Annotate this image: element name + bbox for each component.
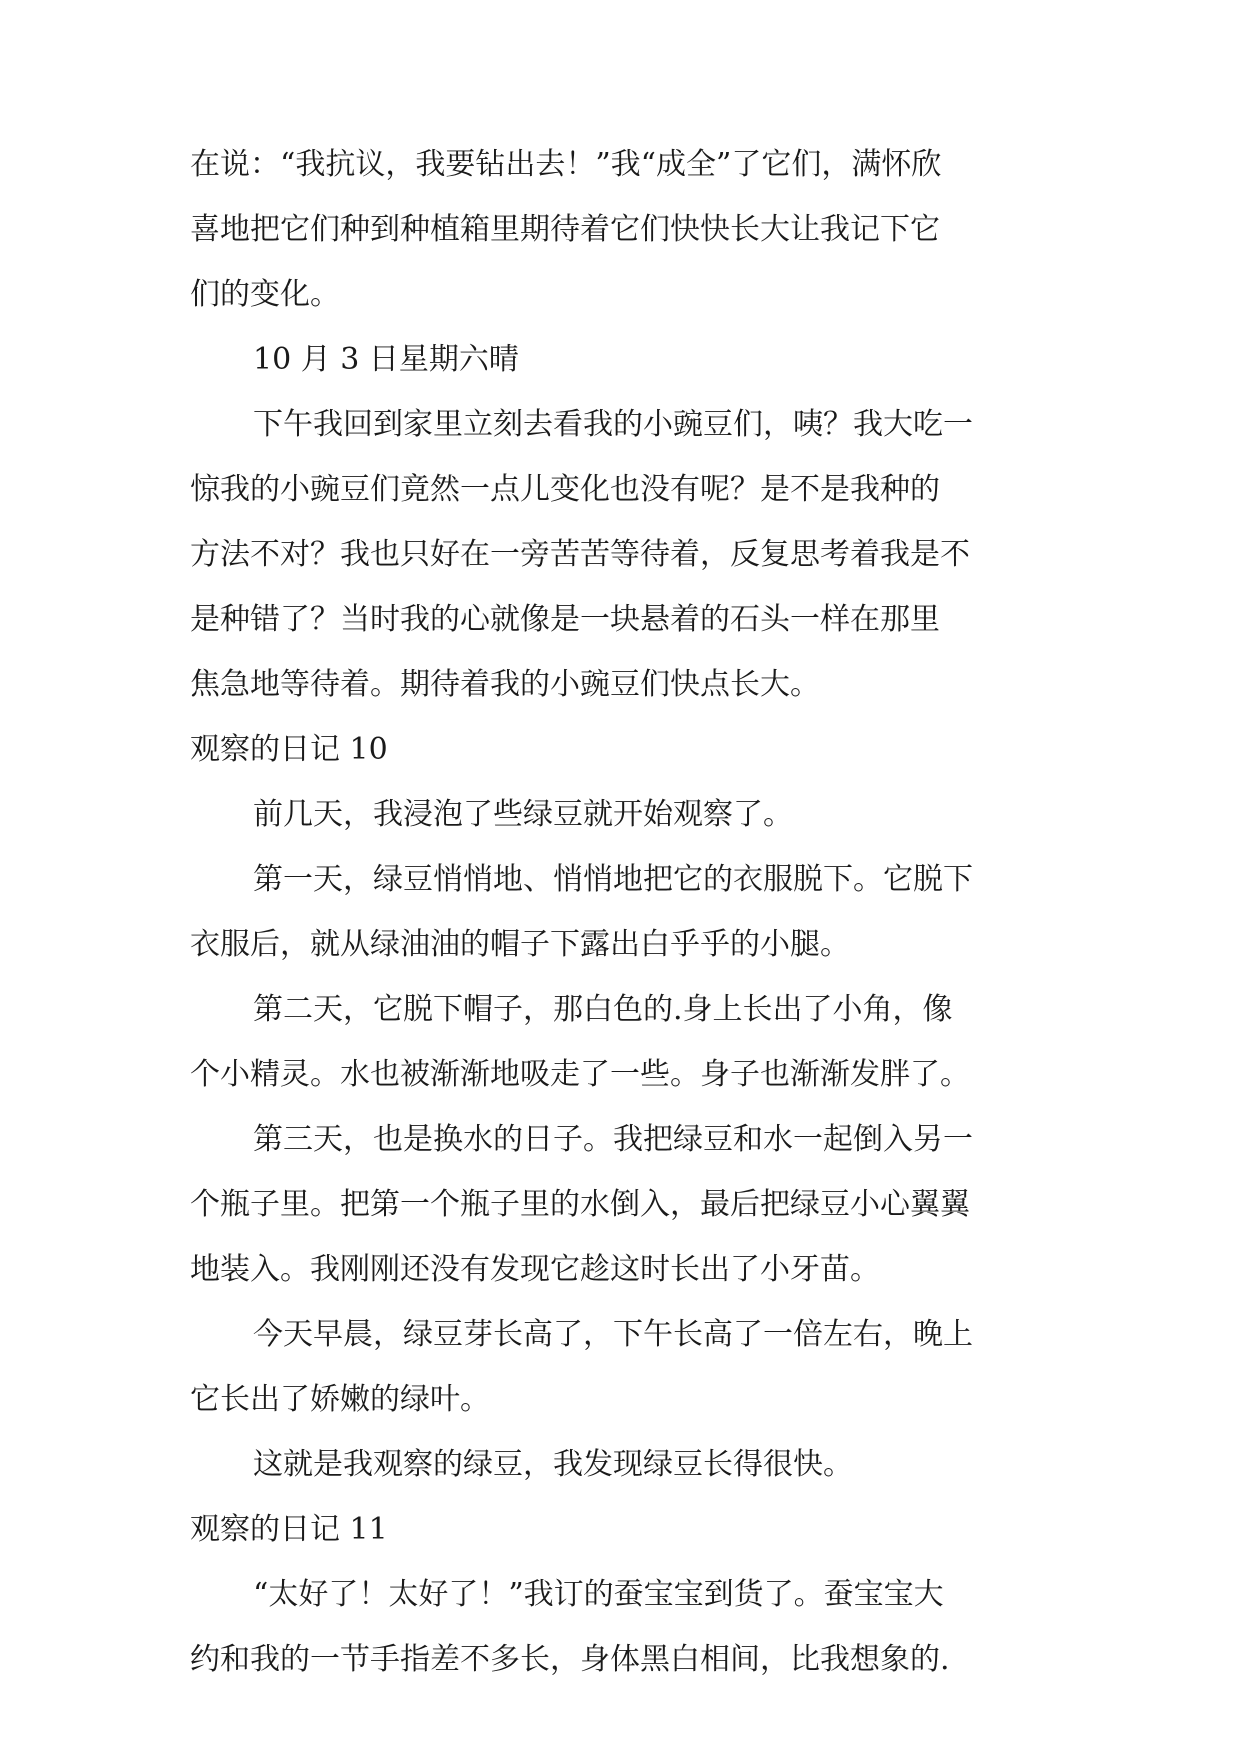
text-line: 地装入。我刚刚还没有发现它趁这时长出了小牙苗。 <box>190 1252 880 1287</box>
text-line: 个瓶子里。把第一个瓶子里的水倒入，最后把绿豆小心翼翼 <box>190 1187 970 1222</box>
diary-date-line: 10 月 3 日星期六晴 <box>253 342 519 377</box>
document-body <box>190 147 1060 1710</box>
text-line: 衣服后，就从绿油油的帽子下露出白乎乎的小腿。 <box>190 927 850 962</box>
paragraph-start: 下午我回到家里立刻去看我的小豌豆们，咦？我大吃一 <box>253 407 973 442</box>
section-heading: 观察的日记 10 <box>190 732 388 767</box>
paragraph-start: “太好了！太好了！”我订的蚕宝宝到货了。蚕宝宝大 <box>253 1577 944 1612</box>
paragraph-start: 第二天，它脱下帽子，那白色的.身上长出了小角，像 <box>253 992 953 1027</box>
text-line: 是种错了？当时我的心就像是一块悬着的石头一样在那里 <box>190 602 940 637</box>
paragraph-start: 这就是我观察的绿豆，我发现绿豆长得很快。 <box>253 1447 853 1482</box>
text-line: 在说：“我抗议，我要钻出去！”我“成全”了它们，满怀欣 <box>190 147 942 182</box>
paragraph-start: 第三天，也是换水的日子。我把绿豆和水一起倒入另一 <box>253 1122 973 1157</box>
text-line: 喜地把它们种到种植箱里期待着它们快快长大让我记下它 <box>190 212 940 247</box>
text-line: 方法不对？我也只好在一旁苦苦等待着，反复思考着我是不 <box>190 537 970 572</box>
text-line: 焦急地等待着。期待着我的小豌豆们快点长大。 <box>190 667 820 702</box>
paragraph-start: 第一天，绿豆悄悄地、悄悄地把它的衣服脱下。它脱下 <box>253 862 973 897</box>
paragraph-start: 今天早晨，绿豆芽长高了，下午长高了一倍左右，晚上 <box>253 1317 973 1352</box>
text-line: 它长出了娇嫩的绿叶。 <box>190 1382 490 1417</box>
text-line: 惊我的小豌豆们竟然一点儿变化也没有呢？是不是我种的 <box>190 472 940 507</box>
section-heading: 观察的日记 11 <box>190 1512 388 1547</box>
paragraph-start: 前几天，我浸泡了些绿豆就开始观察了。 <box>253 797 793 832</box>
text-line: 个小精灵。水也被渐渐地吸走了一些。身子也渐渐发胖了。 <box>190 1057 970 1092</box>
text-line: 约和我的一节手指差不多长，身体黑白相间，比我想象的. <box>190 1642 950 1677</box>
text-line: 们的变化。 <box>190 277 340 312</box>
